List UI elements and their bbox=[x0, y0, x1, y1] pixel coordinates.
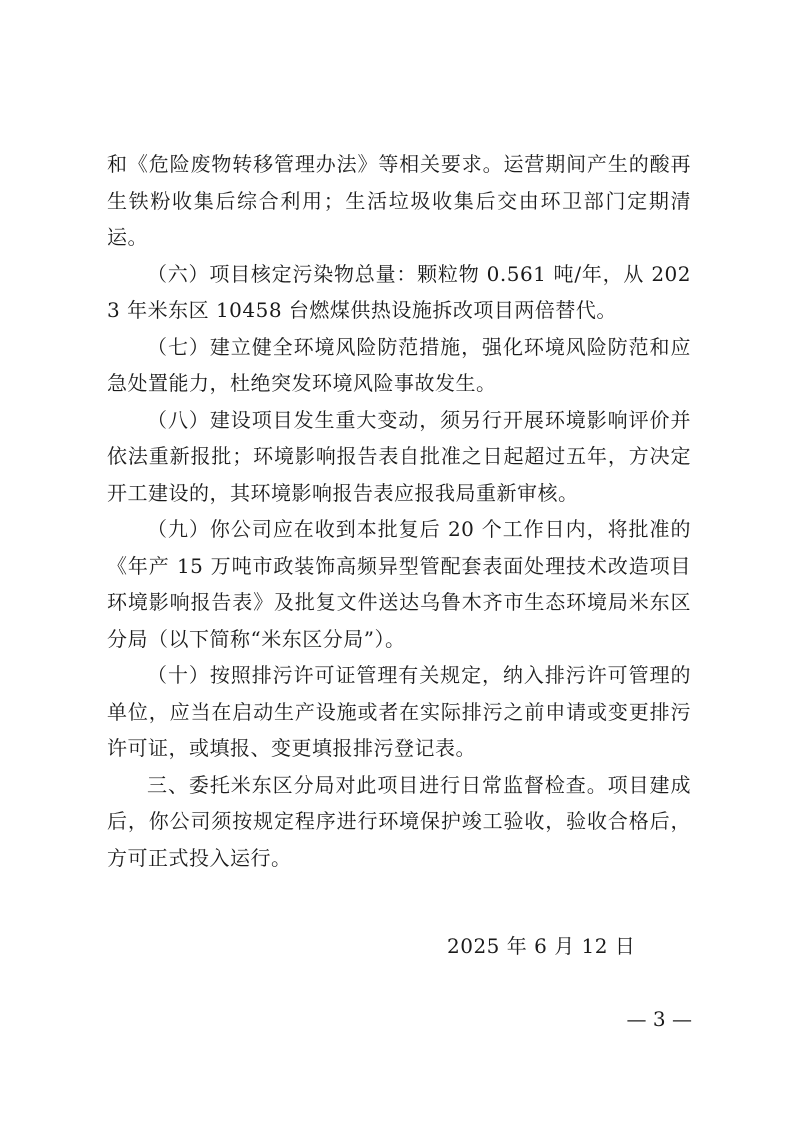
paragraph-item-9-submission: （九）你公司应在收到本批复后 20 个工作日内，将批准的《年产 15 万吨市政装饰高频异型管配套表面处理技术改造项目环境影响报告表》及批复文件送达乌鲁木齐市生态环境局米东区分局（以下简称“米东区分局”）。 bbox=[107, 517, 691, 651]
paragraph-waste-handling: 和《危险废物转移管理办法》等相关要求。运营期间产生的酸再生铁粉收集后综合利用；生活垃圾收集后交由环卫部门定期清运。 bbox=[107, 152, 691, 249]
paragraph-item-7-risk-prevention: （七）建立健全环境风险防范措施，强化环境风险防范和应急处置能力，杜绝突发环境风险事故发生。 bbox=[107, 334, 691, 395]
paragraph-item-6-pollutant-total: （六）项目核定污染物总量：颗粒物 0.561 吨/年，从 2023 年米东区 10458 台燃煤供热设施拆改项目两倍替代。 bbox=[107, 261, 691, 322]
document-date: 2025 年 6 月 12 日 bbox=[447, 934, 636, 958]
body-text bbox=[107, 146, 691, 876]
paragraph-section-3-supervision: 三、委托米东区分局对此项目进行日常监督检查。项目建成后，你公司须按规定程序进行环境保护竣工验收，验收合格后，方可正式投入运行。 bbox=[107, 772, 691, 870]
paragraph-item-8-major-change: （八）建设项目发生重大变动，须另行开展环境影响评价并依法重新报批；环境影响报告表自批准之日起超过五年，方决定开工建设的，其环境影响报告表应报我局重新审核。 bbox=[107, 407, 691, 505]
paragraph-item-10-permit: （十）按照排污许可证管理有关规定，纳入排污许可管理的单位，应当在启动生产设施或者在实际排污之前申请或变更排污许可证，或填报、变更填报排污登记表。 bbox=[107, 663, 691, 760]
page-number: — 3 — bbox=[626, 1007, 692, 1031]
